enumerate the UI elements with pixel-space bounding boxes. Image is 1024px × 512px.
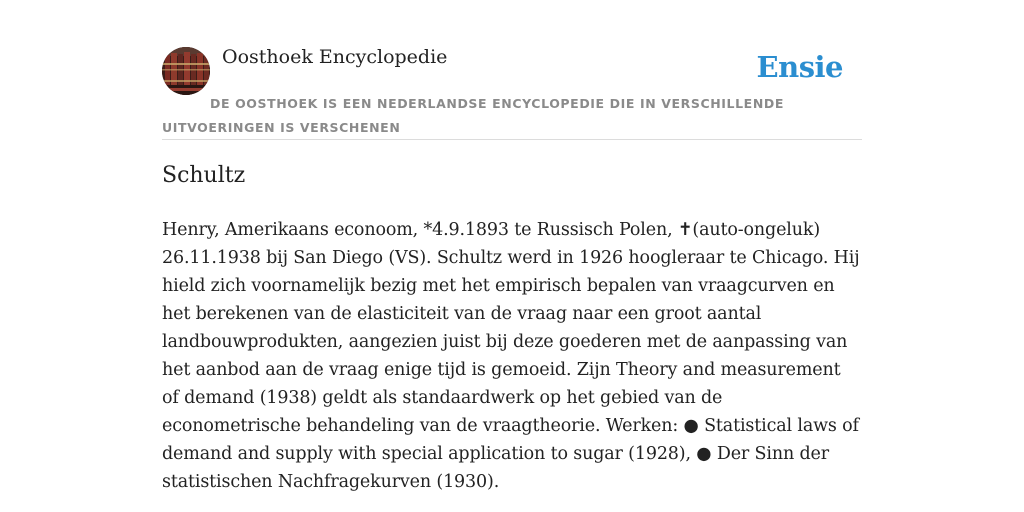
article-body: Henry, Amerikaans econoom, *4.9.1893 te Russisch Polen, ✝(auto-ongeluk) 26.11.1938 bij San Diego (VS). Schultz werd in 1926 hoogleraar te Chicago. Hij hield zich voornamelijk bezig met het empirisch bepalen van vraagcurven en het berekenen van de elasticiteit van de vraag naar een groot aantal landbouwprodukten, aangezien juist bij deze goederen met de aanpassing van het aanbod aan de vraag enige tijd is gemoeid. Zijn Theory and measurement of demand (1938) geldt als standaardwerk op het gebied van de econometrische behandeling van de vraagtheorie. Werken: ● Statistical laws of demand and supply with special application to sugar (1928), ● Der Sinn der statistischen Nachfragekurven (1930). bbox=[162, 220, 860, 492]
site-name-link[interactable]: Oosthoek Encyclopedie bbox=[222, 46, 448, 68]
header-divider bbox=[162, 139, 862, 140]
site-tagline: DE OOSTHOEK IS EEN NEDERLANDSE ENCYCLOPEDIE DIE IN VERSCHILLENDE UITVOERINGEN IS VERSCHENEN bbox=[162, 96, 784, 135]
article-title: Schultz bbox=[162, 163, 246, 188]
encyclopedia-books-icon[interactable] bbox=[162, 47, 210, 95]
brand-logo-link[interactable]: Ensie bbox=[756, 50, 843, 84]
